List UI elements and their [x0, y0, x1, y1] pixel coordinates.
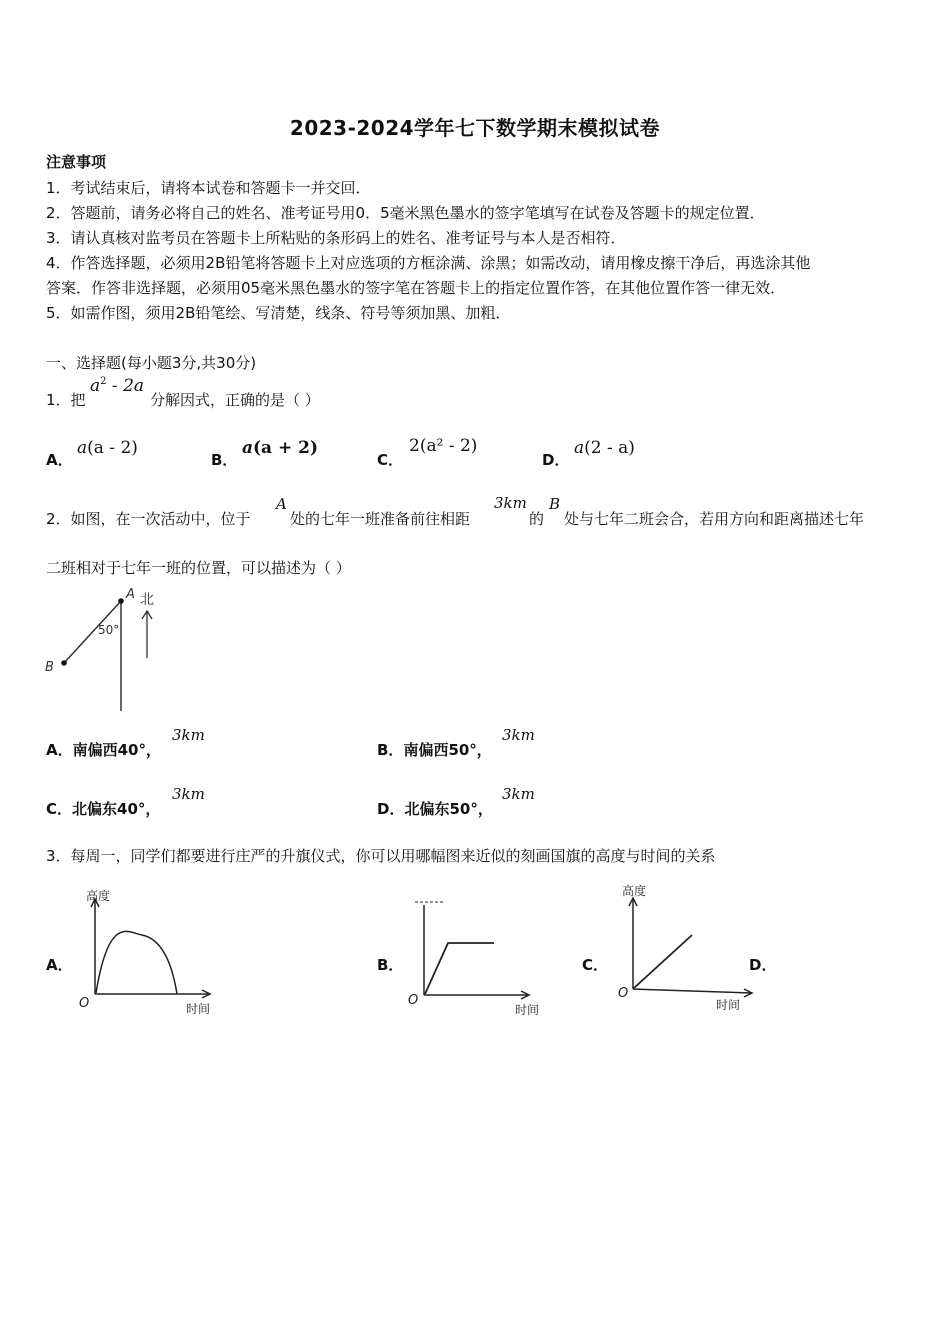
y-axis-label: 高度 [622, 884, 647, 898]
page-title: 2023-2024学年七下数学期末模拟试卷 [289, 116, 661, 140]
notice-item: 2．答题前，请务必将自己的姓名、准考证号用0．5毫米黑色墨水的签字笔填写在试卷及答题卡的规定位置． [46, 204, 765, 222]
notice-item: 5．如需作图，须用2B铅笔绘、写清楚，线条、符号等须加黑、加粗． [46, 304, 511, 322]
q2-option-b: B．南偏西50°， [377, 741, 492, 759]
q1-suffix: 分解因式，正确的是（ ） [150, 391, 320, 409]
x-axis-label: 时间 [186, 1002, 211, 1016]
notice-heading: 注意事项 [46, 153, 107, 171]
q2-option-b-distance: 3km [502, 726, 535, 744]
q2-text: 2．如图，在一次活动中，位于 [46, 510, 251, 528]
q3-text: 3．每周一，同学们都要进行庄严的升旗仪式，你可以用哪幅图来近似的刻画国旗的高度与时间的关系 [46, 847, 716, 865]
q1-option-label: D． [542, 451, 570, 469]
q2-text: 二班相对于七年一班的位置，可以描述为（ ） [46, 559, 351, 577]
q2-option-d-distance: 3km [502, 785, 535, 803]
q1-option-label: B． [211, 451, 238, 469]
q3-graph-c [612, 879, 762, 1014]
q2-text: 处的七年一班准备前往相距 [290, 510, 471, 528]
curve [96, 931, 177, 994]
notice-item: 3．请认真核对监考员在答题卡上所粘贴的条形码上的姓名、准考证号与本人是否相符． [46, 229, 626, 247]
y-axis-label: 高度 [86, 889, 111, 903]
x-axis-label: 时间 [716, 998, 741, 1012]
origin-label: O [618, 986, 629, 1001]
q2-option-c: C．北偏东40°， [46, 800, 161, 818]
point-a [118, 598, 124, 604]
q2-option-a-distance: 3km [172, 726, 205, 744]
q1-expression: $a^2 - 2a$ [90, 376, 145, 396]
notice-item: 4．作答选择题，必须用2B铅笔将答题卡上对应选项的方框涂满、涂黑；如需改动，请用橡皮擦干净后，再选涂其他 [46, 254, 811, 272]
point-b [61, 660, 67, 666]
q2-point-a: A [276, 495, 287, 513]
q2-point-b: B [549, 495, 561, 513]
q3-graph-a [74, 883, 224, 1018]
x-axis [633, 989, 752, 993]
q3-option-label: C． [582, 956, 609, 974]
q2-text: 的 [529, 510, 545, 528]
line [425, 943, 494, 994]
q1-option-label: C． [377, 451, 404, 469]
line [634, 935, 692, 988]
origin-label: O [79, 996, 90, 1011]
label-a: A [126, 587, 135, 602]
q1-prefix: 1．把 [46, 391, 86, 409]
q2-option-d: D．北偏东50°， [377, 800, 493, 818]
q1-option-b: a(a + 2) [242, 438, 319, 458]
label-angle: 50° [98, 623, 120, 637]
q3-option-label: B． [377, 956, 404, 974]
q3-option-label: A． [46, 956, 73, 974]
label-b: B [45, 660, 54, 675]
q1-option-d: a(2 - a) [574, 438, 635, 458]
x-axis-label: 时间 [515, 1003, 540, 1017]
notice-item: 1．考试结束后，请将本试卷和答题卡一并交回． [46, 179, 371, 197]
q2-text: 处与七年二班会合，若用方向和距离描述七年 [564, 510, 865, 528]
q2-direction-figure [40, 585, 170, 720]
section-heading: 一、选择题(每小题3分,共30分) [46, 354, 257, 372]
q2-distance: 3km [494, 494, 527, 512]
q1-option-c: 2(a² - 2) [409, 436, 478, 456]
label-north: 北 [140, 592, 154, 608]
q2-option-a: A．南偏西40°， [46, 741, 161, 759]
q3-graph-b [403, 893, 553, 1023]
q1-option-a: a(a - 2) [77, 438, 138, 458]
q1-option-label: A． [46, 451, 73, 469]
origin-label: O [408, 993, 419, 1008]
notice-item: 答案．作答非选择题，必须用05毫米黑色墨水的签字笔在答题卡上的指定位置作答，在其他位置作答一律无效． [46, 279, 786, 297]
q3-option-label: D． [749, 956, 777, 974]
q2-option-c-distance: 3km [172, 785, 205, 803]
